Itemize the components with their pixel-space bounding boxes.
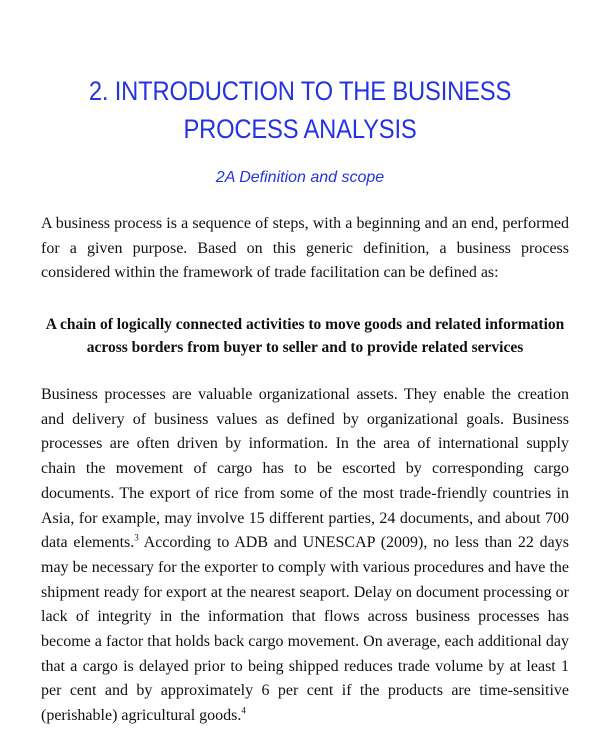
- main-paragraph: [41, 383, 569, 729]
- main-paragraph-part-1: Business processes are valuable organizational assets. They enable the creation and delivery of business values as defined by organizational goals. Business processes are often driven by information. In the area of international supply chain the movement of cargo has to be escorted by corresponding cargo documents. The export of rice from some of the most trade-friendly countries in Asia, for example, may involve 15 different parties, 24 documents, and about 700 data elements.: [41, 386, 569, 552]
- footnote-ref-3[interactable]: 3: [134, 532, 139, 543]
- definition-emphasis: A chain of logically connected activities to move goods and related information across borders from buyer to seller and to provide related services: [45, 316, 565, 356]
- section-title: 2. INTRODUCTION TO THE BUSINESS PROCESS ANALYSIS: [88, 76, 512, 144]
- section-subtitle: 2A Definition and scope: [215, 169, 385, 186]
- intro-paragraph: A business process is a sequence of steps, with a beginning and an end, performed for a given purpose. Based on this generic definition, a business process considered within the framework of trade facilitation can be defined as:: [41, 215, 569, 282]
- main-paragraph-part-2: According to ADB and UNESCAP (2009), no less than 22 days may be necessary for the exporter to comply with various procedures and have the shipment ready for export at the nearest seaport. Delay on document processing or lack of integrity in the information that flows across business processes has become a factor that holds back cargo movement. On average, each additional day that a cargo is delayed prior to being shipped reduces trade volume by at least 1 per cent and by approximately 6 per cent if the products are time-sensitive (perishable) agricultural goods.: [41, 534, 570, 725]
- footnote-ref-4[interactable]: 4: [241, 705, 246, 716]
